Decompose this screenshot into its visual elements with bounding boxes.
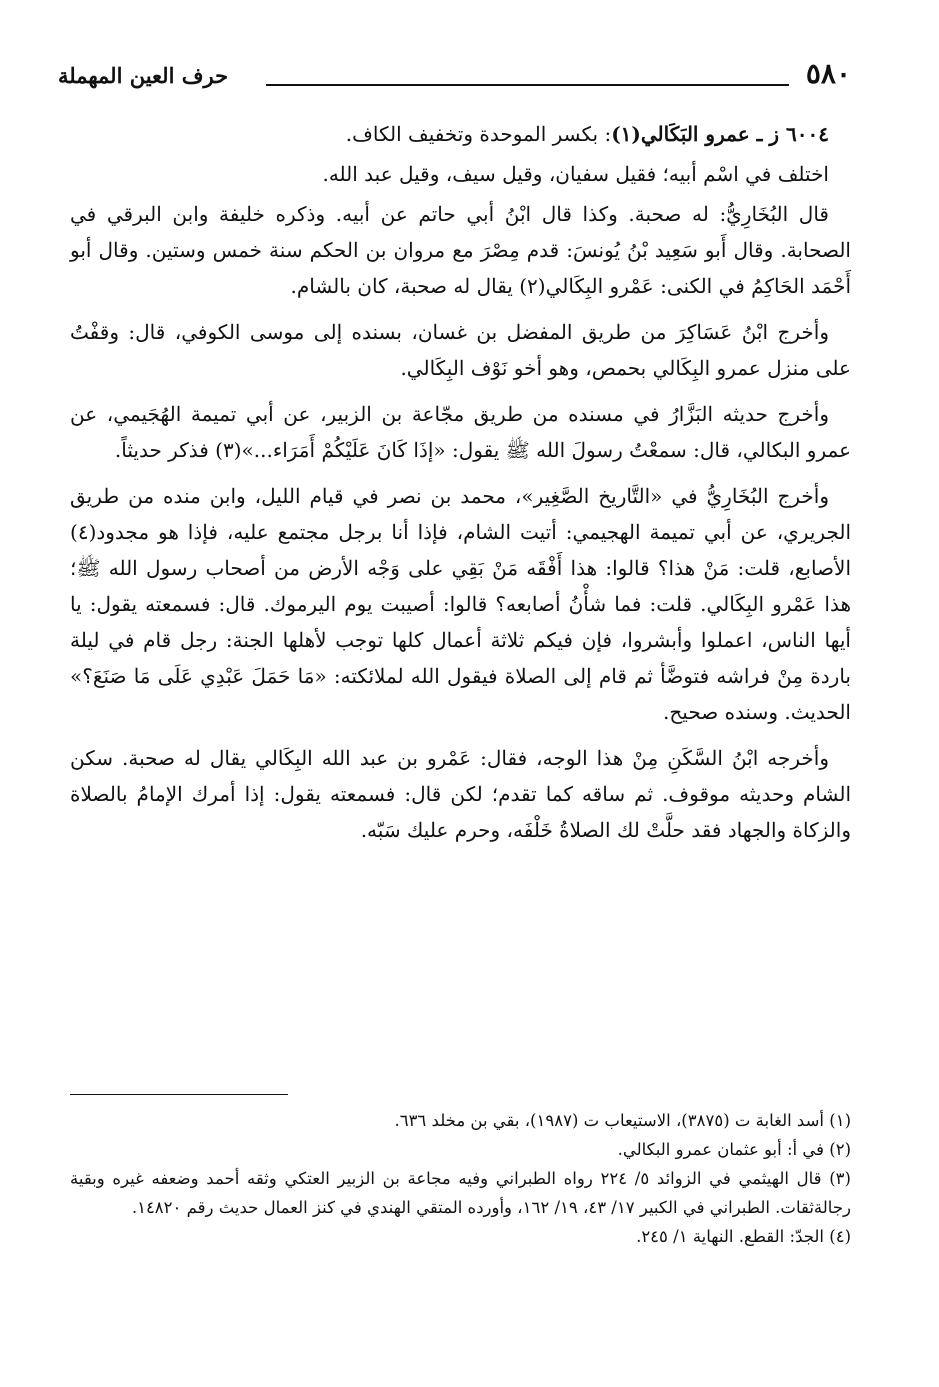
paragraph: وأخرج البُخَارِيُّ في «التَّاريخ الصَّغِير»، محمد بن نصر في قيام الليل، وابن منده من طريق الجريري، عن أبي تميمة الهجيمي: أتيت الشام، فإذا أنا برجل مجتمع عليه، فإذا هو مجدود(٤) الأصابع، قلت: مَنْ هذا؟ قالوا: هذا أَفْقَه مَنْ بَقِي على وَجْه الأرض من أصحاب رسول الله ﷺ؛ هذا عَمْرو البِكَالي. قلت: فما شأْنُ أصابعه؟ قالوا: أصيبت يوم اليرموك. قال: فسمعته يقول: يا أيها الناس، اعملوا وأبشروا، فإن فيكم ثلاثة أعمال كلها توجب لأهلها الجنة: رجل قام في ليلة باردة مِنْ فراشه فتوضَّأ ثم قام إلى الصلاة فيقول الله لملائكته: «مَا حَمَلَ عَبْدِي عَلَى مَا صَنَعَ؟» الحديث. وسنده صحيح. [70,484,851,724]
page-header [58,58,851,94]
header-rule [266,84,789,86]
entry-heading-rest: : بكسر الموحدة وتخفيف الكاف. [345,122,612,146]
footnote: (٣) قال الهيثمي في الزوائد ٥/ ٢٢٤ رواه الطبراني وفيه مجاعة بن الزبير العتكي وثقه أحمد وضعفه غيره وبقية رجالةثقات. الطبراني في الكبير ١٧/ ٤٣، ١٩/ ١٦٢، وأورده المتقي الهندي في كنز العمال حديث رقم ١٤٨٢٠. [70,1169,851,1217]
footnote: (١) أسد الغابة ت (٣٨٧٥)، الاستيعاب ت (١٩٨٧)، بقي بن مخلد ٦٣٦. [394,1111,851,1130]
paragraph: وأخرجه ابْنُ السَّكَنِ مِنْ هذا الوجه، فقال: عَمْرو بن عبد الله البِكَالي يقال له صحبة. سكن الشام وحديثه موقوف. ثم ساقه كما تقدم؛ لكن قال: فسمعته يقول: إذا أمرك الإمامُ بالصلاة والزكاة والجهاد فقد حلَّتْ لك الصلاةُ خَلْفَه، وحرم عليك سَبّه. [70,746,851,842]
page-number: ٥٨٠ [805,57,851,90]
running-head: حرف العين المهملة [58,63,229,88]
footnotes [70,1106,851,1251]
paragraph: وأخرج حديثه البَزَّارُ في مسنده من طريق مجّاعة بن الزبير، عن أبي تميمة الهُجَيمي، عن عمرو البكالي، قال: سمعْتُ رسولَ الله ﷺ يقول: «إذَا كَانَ عَلَيْكُمْ أَمَرَاء...»(٣) فذكر حديثاً. [70,402,851,462]
entry-heading-line [70,116,851,152]
paragraph: قال البُخَارِيُّ: له صحبة. وكذا قال ابْنُ أبي حاتم عن أبيه. وذكره خليفة وابن البرقي في الصحابة. وقال أَبو سَعِيد بْنُ يُونسَ: قدم مِصْرَ مع مروان بن الحكم سنة خمس وستين. وقال أبو أَحْمَد الحَاكِمُ في الكنى: عَمْرو البِكَالي(٢) يقال له صحبة، كان بالشام. [70,202,851,298]
paragraph: اختلف في اسْم أبيه؛ فقيل سفيان، وقيل سيف، وقيل عبد الله. [322,162,829,186]
footnote: (٤) الجدّ: القطع. النهاية ١/ ٢٤٥. [636,1227,851,1246]
paragraph: وأخرج ابْنُ عَسَاكِرَ من طريق المفضل بن غسان، بسنده إلى موسى الكوفي، قال: وقفْتُ على منزل عمرو البِكَالي بحمص، وهو أخو نَوْف البِكَالي. [70,320,851,380]
footnote-separator [70,1094,288,1095]
entry-body [70,116,851,858]
footnote: (٢) في أ: أبو عثمان عمرو البكالي. [617,1140,851,1159]
entry-heading: ٦٠٠٤ ز ـ عمرو البَكَالي(١) [611,122,829,146]
